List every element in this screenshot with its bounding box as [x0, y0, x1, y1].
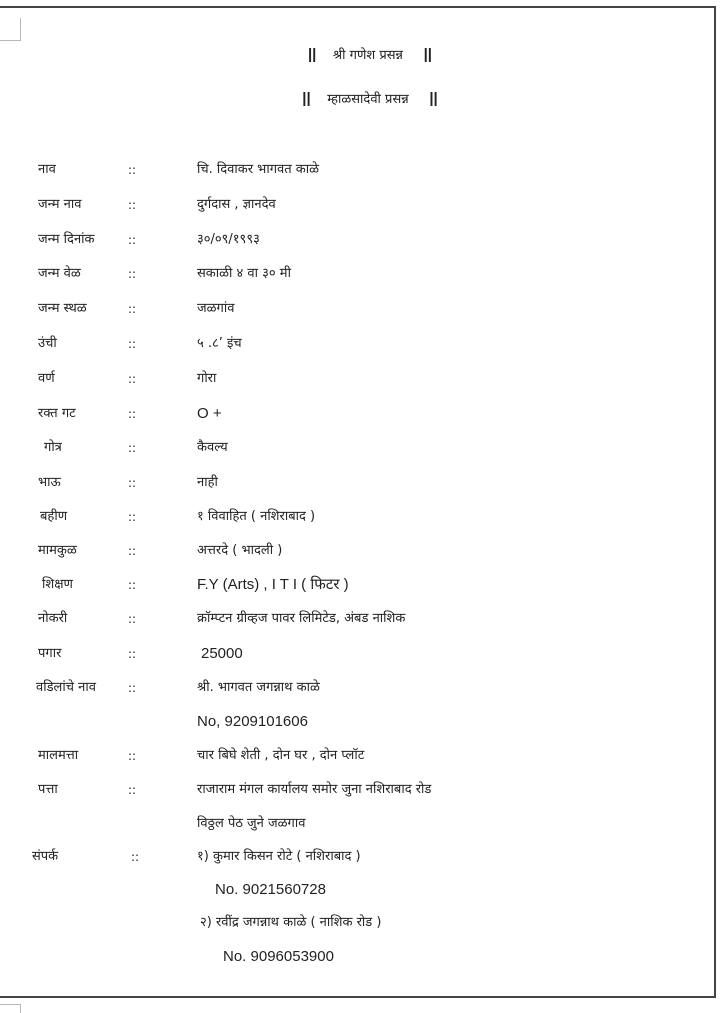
header-line-ganesh — [0, 45, 720, 63]
field-separator: :: — [128, 163, 137, 177]
field-value: गोरा — [197, 371, 217, 386]
page-corner-marker — [0, 18, 21, 41]
field-separator: :: — [128, 302, 137, 316]
contact2-phone-value: No. 9096053900 — [223, 948, 334, 965]
field-separator: :: — [128, 544, 137, 558]
biodata-row-name — [0, 158, 720, 182]
header-title-mhalsadevi: म्हाळसादेवी प्रसन्न — [327, 92, 409, 107]
biodata-row-birth-place — [0, 297, 720, 321]
field-value: नाही — [197, 475, 218, 490]
field-label: वडिलांचे नाव — [36, 680, 96, 695]
field-label: जन्म नाव — [38, 197, 82, 212]
field-separator: :: — [128, 612, 137, 626]
biodata-row-contact2 — [0, 911, 720, 935]
field-separator: :: — [128, 233, 137, 247]
header-bars-right: || — [429, 90, 438, 107]
biodata-row-sister — [0, 505, 720, 529]
field-separator: :: — [128, 578, 137, 592]
field-label: नोकरी — [38, 611, 68, 626]
field-label: गोत्र — [44, 440, 62, 455]
field-label: नाव — [38, 162, 56, 177]
field-value: 25000 — [201, 645, 243, 662]
field-separator: :: — [128, 337, 137, 351]
field-label: मामकुळ — [38, 543, 77, 558]
field-value: कैवल्य — [197, 440, 228, 455]
field-separator: :: — [128, 198, 137, 212]
biodata-row-maternal-family — [0, 539, 720, 563]
field-label: पत्ता — [38, 782, 58, 797]
field-label: भाऊ — [38, 475, 61, 490]
biodata-row-gotra — [0, 436, 720, 460]
field-label: जन्म स्थळ — [38, 301, 87, 316]
field-value: O + — [197, 405, 222, 422]
header-bars-left: || — [302, 90, 311, 107]
biodata-row-height — [0, 332, 720, 356]
field-separator: :: — [128, 267, 137, 281]
field-value: १ विवाहित ( नशिराबाद ) — [197, 509, 316, 524]
field-separator: :: — [128, 407, 137, 421]
biodata-row-father-phone — [0, 710, 720, 734]
field-separator: :: — [128, 647, 137, 661]
biodata-row-salary — [0, 642, 720, 666]
field-label: जन्म दिनांक — [38, 232, 95, 247]
field-separator: :: — [128, 510, 137, 524]
biodata-row-address — [0, 778, 720, 802]
biodata-row-birth-date — [0, 228, 720, 252]
field-value: चि. दिवाकर भागवत काळे — [197, 162, 320, 177]
header-title-ganesh: श्री गणेश प्रसन्न — [332, 48, 403, 63]
biodata-row-contact1-phone — [0, 878, 720, 902]
field-value: चार बिघे शेती , दोन घर , दोन प्लॉट — [197, 748, 365, 763]
field-separator: :: — [128, 783, 137, 797]
field-value: १) कुमार किसन रोटे ( नशिराबाद ) — [197, 849, 361, 864]
field-label: मालमत्ता — [38, 748, 79, 763]
biodata-row-birth-name — [0, 193, 720, 217]
father-phone-value: No, 9209101606 — [197, 713, 308, 730]
field-value: सकाळी ४ वा ३० मी — [197, 266, 291, 281]
biodata-row-complexion — [0, 367, 720, 391]
page-corner-marker-bottom — [0, 1004, 21, 1013]
biodata-row-address-line2 — [0, 812, 720, 836]
field-value: ५ .८’ इंच — [197, 336, 242, 351]
field-label: बहीण — [40, 509, 68, 524]
biodata-row-job — [0, 607, 720, 631]
field-value: दुर्गदास , ज्ञानदेव — [197, 197, 276, 212]
contact2-value: २) रवींद्र जगन्नाथ काळे ( नाशिक रोड ) — [200, 915, 382, 930]
biodata-row-brother — [0, 471, 720, 495]
field-value: F.Y (Arts) , I T I ( फिटर ) — [197, 576, 349, 593]
field-label: संपर्क — [32, 849, 59, 864]
field-label: रक्त गट — [38, 406, 76, 421]
field-value: श्री. भागवत जगन्नाथ काळे — [197, 680, 320, 695]
field-separator: :: — [128, 681, 137, 695]
field-value: क्रॉम्प्टन ग्रीव्हज पावर लिमिटेड, अंबड नाशिक — [197, 611, 406, 626]
biodata-row-contact — [0, 845, 720, 869]
header-bars-left: || — [307, 46, 317, 63]
field-value: राजाराम मंगल कार्यालय समोर जुना नशिराबाद रोड — [197, 782, 432, 797]
biodata-row-education — [0, 573, 720, 597]
header-line-mhalsadevi — [0, 89, 720, 107]
field-label: जन्म वेळ — [38, 266, 81, 281]
field-label: वर्ण — [38, 371, 55, 386]
header-bars-right: || — [423, 46, 432, 63]
field-separator: :: — [128, 372, 137, 386]
field-separator: :: — [128, 476, 137, 490]
field-separator: :: — [128, 749, 137, 763]
biodata-row-father-name — [0, 676, 720, 700]
field-label: शिक्षण — [42, 577, 73, 592]
biodata-row-contact2-phone — [0, 945, 720, 969]
biodata-row-birth-time — [0, 262, 720, 286]
field-label: उंची — [38, 336, 57, 351]
field-value: ३०/०९/१९९३ — [197, 232, 260, 247]
field-value: जळगांव — [197, 301, 235, 316]
contact1-phone-value: No. 9021560728 — [215, 881, 326, 898]
field-separator: :: — [128, 441, 137, 455]
field-value: अत्तरदे ( भादली ) — [197, 543, 283, 558]
field-label: पगार — [38, 646, 62, 661]
address-line2-value: विठ्ठल पेठ जुने जळगाव — [197, 816, 306, 831]
biodata-row-blood-group — [0, 402, 720, 426]
biodata-row-property — [0, 744, 720, 768]
field-separator: :: — [131, 850, 140, 864]
